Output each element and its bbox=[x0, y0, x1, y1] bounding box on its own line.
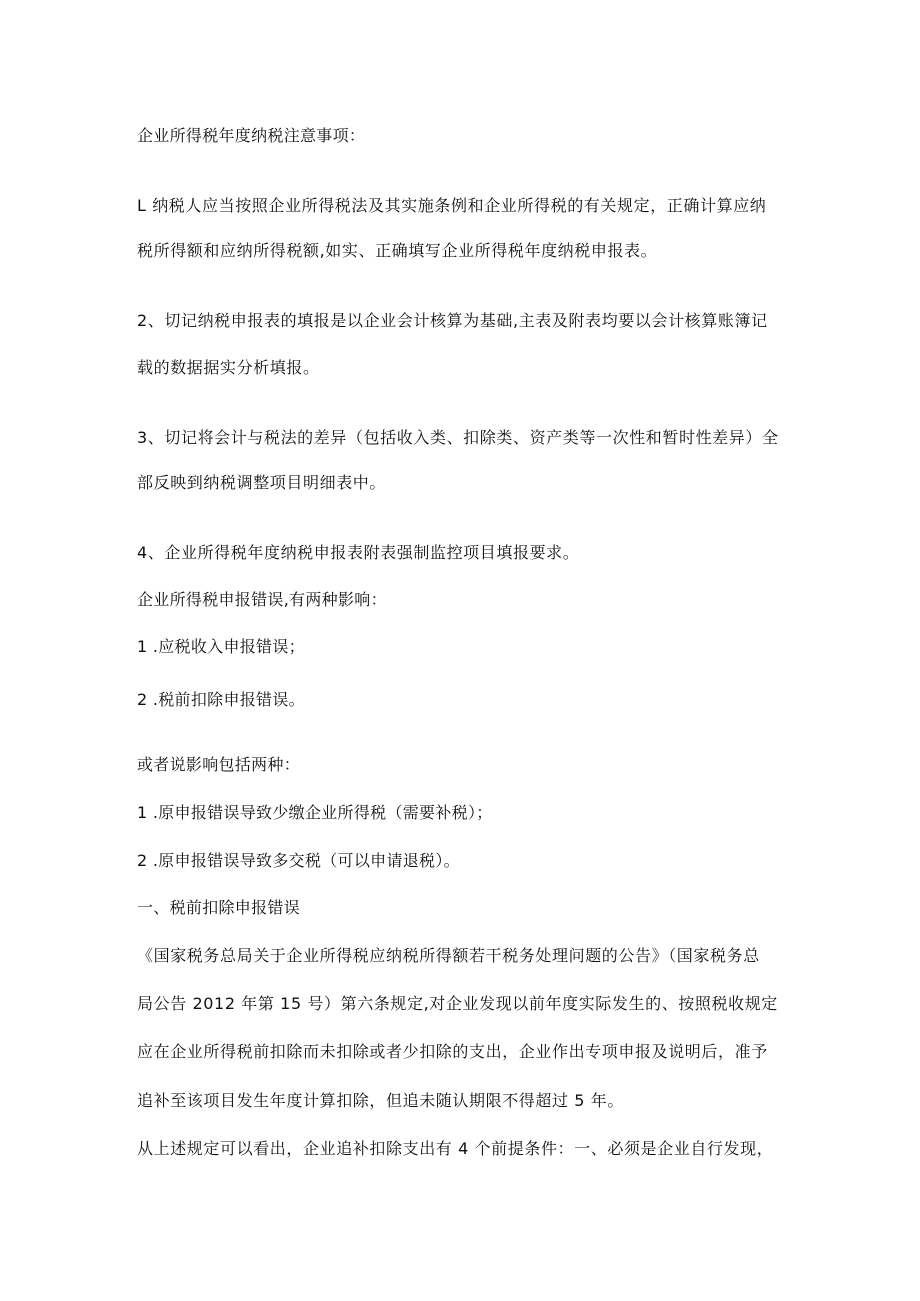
paragraph-line: 载的数据据实分析填报。 bbox=[137, 358, 320, 377]
paragraph-line: 部反映到纳税调整项目明细表中。 bbox=[137, 473, 387, 492]
heading-tax-notes: 企业所得税年度纳税注意事项： bbox=[137, 126, 366, 145]
paragraph-line: 4、企业所得税年度纳税申报表附表强制监控项目填报要求。 bbox=[137, 543, 580, 562]
paragraph-line: 从上述规定可以看出，企业追补扣除支出有 4 个前提条件：一、必须是企业自行发现， bbox=[137, 1139, 774, 1158]
paragraph-line: 企业所得税申报错误,有两种影响： bbox=[137, 590, 387, 609]
list-item: 1 .应税收入申报错误； bbox=[137, 637, 305, 656]
list-item: 1 .原申报错误导致少缴企业所得税（需要补税）； bbox=[137, 803, 493, 822]
paragraph-line: 3、切记将会计与税法的差异（包括收入类、扣除类、资产类等一次性和暂时性差异）全 bbox=[137, 428, 779, 447]
paragraph-line: 应在企业所得税前扣除而未扣除或者少扣除的支出，企业作出专项申报及说明后，准予 bbox=[137, 1042, 768, 1061]
paragraph-line: 《国家税务总局关于企业所得税应纳税所得额若干税务处理问题的公告》（国家税务总 bbox=[137, 946, 760, 965]
paragraph-line: L 纳税人应当按照企业所得税法及其实施条例和企业所得税的有关规定，正确计算应纳 bbox=[137, 196, 767, 215]
list-item: 2 .税前扣除申报错误。 bbox=[137, 690, 305, 709]
paragraph-line: 或者说影响包括两种： bbox=[137, 755, 301, 774]
section-heading: 一、税前扣除申报错误 bbox=[137, 898, 301, 917]
paragraph-line: 追补至该项目发生年度计算扣除，但追未随认期限不得超过 5 年。 bbox=[137, 1091, 624, 1110]
paragraph-line: 2、切记纳税申报表的填报是以企业会计核算为基础,主表及附表均要以会计核算账簿记 bbox=[137, 311, 768, 330]
list-item: 2 .原申报错误导致多交税（可以申请退税）。 bbox=[137, 851, 460, 870]
paragraph-line: 局公告 2012 年第 15 号）第六条规定,对企业发现以前年度实际发生的、按照税收规定 bbox=[137, 994, 778, 1013]
paragraph-line: 税所得额和应纳所得税额,如实、正确填写企业所得税年度纳税申报表。 bbox=[137, 241, 658, 260]
